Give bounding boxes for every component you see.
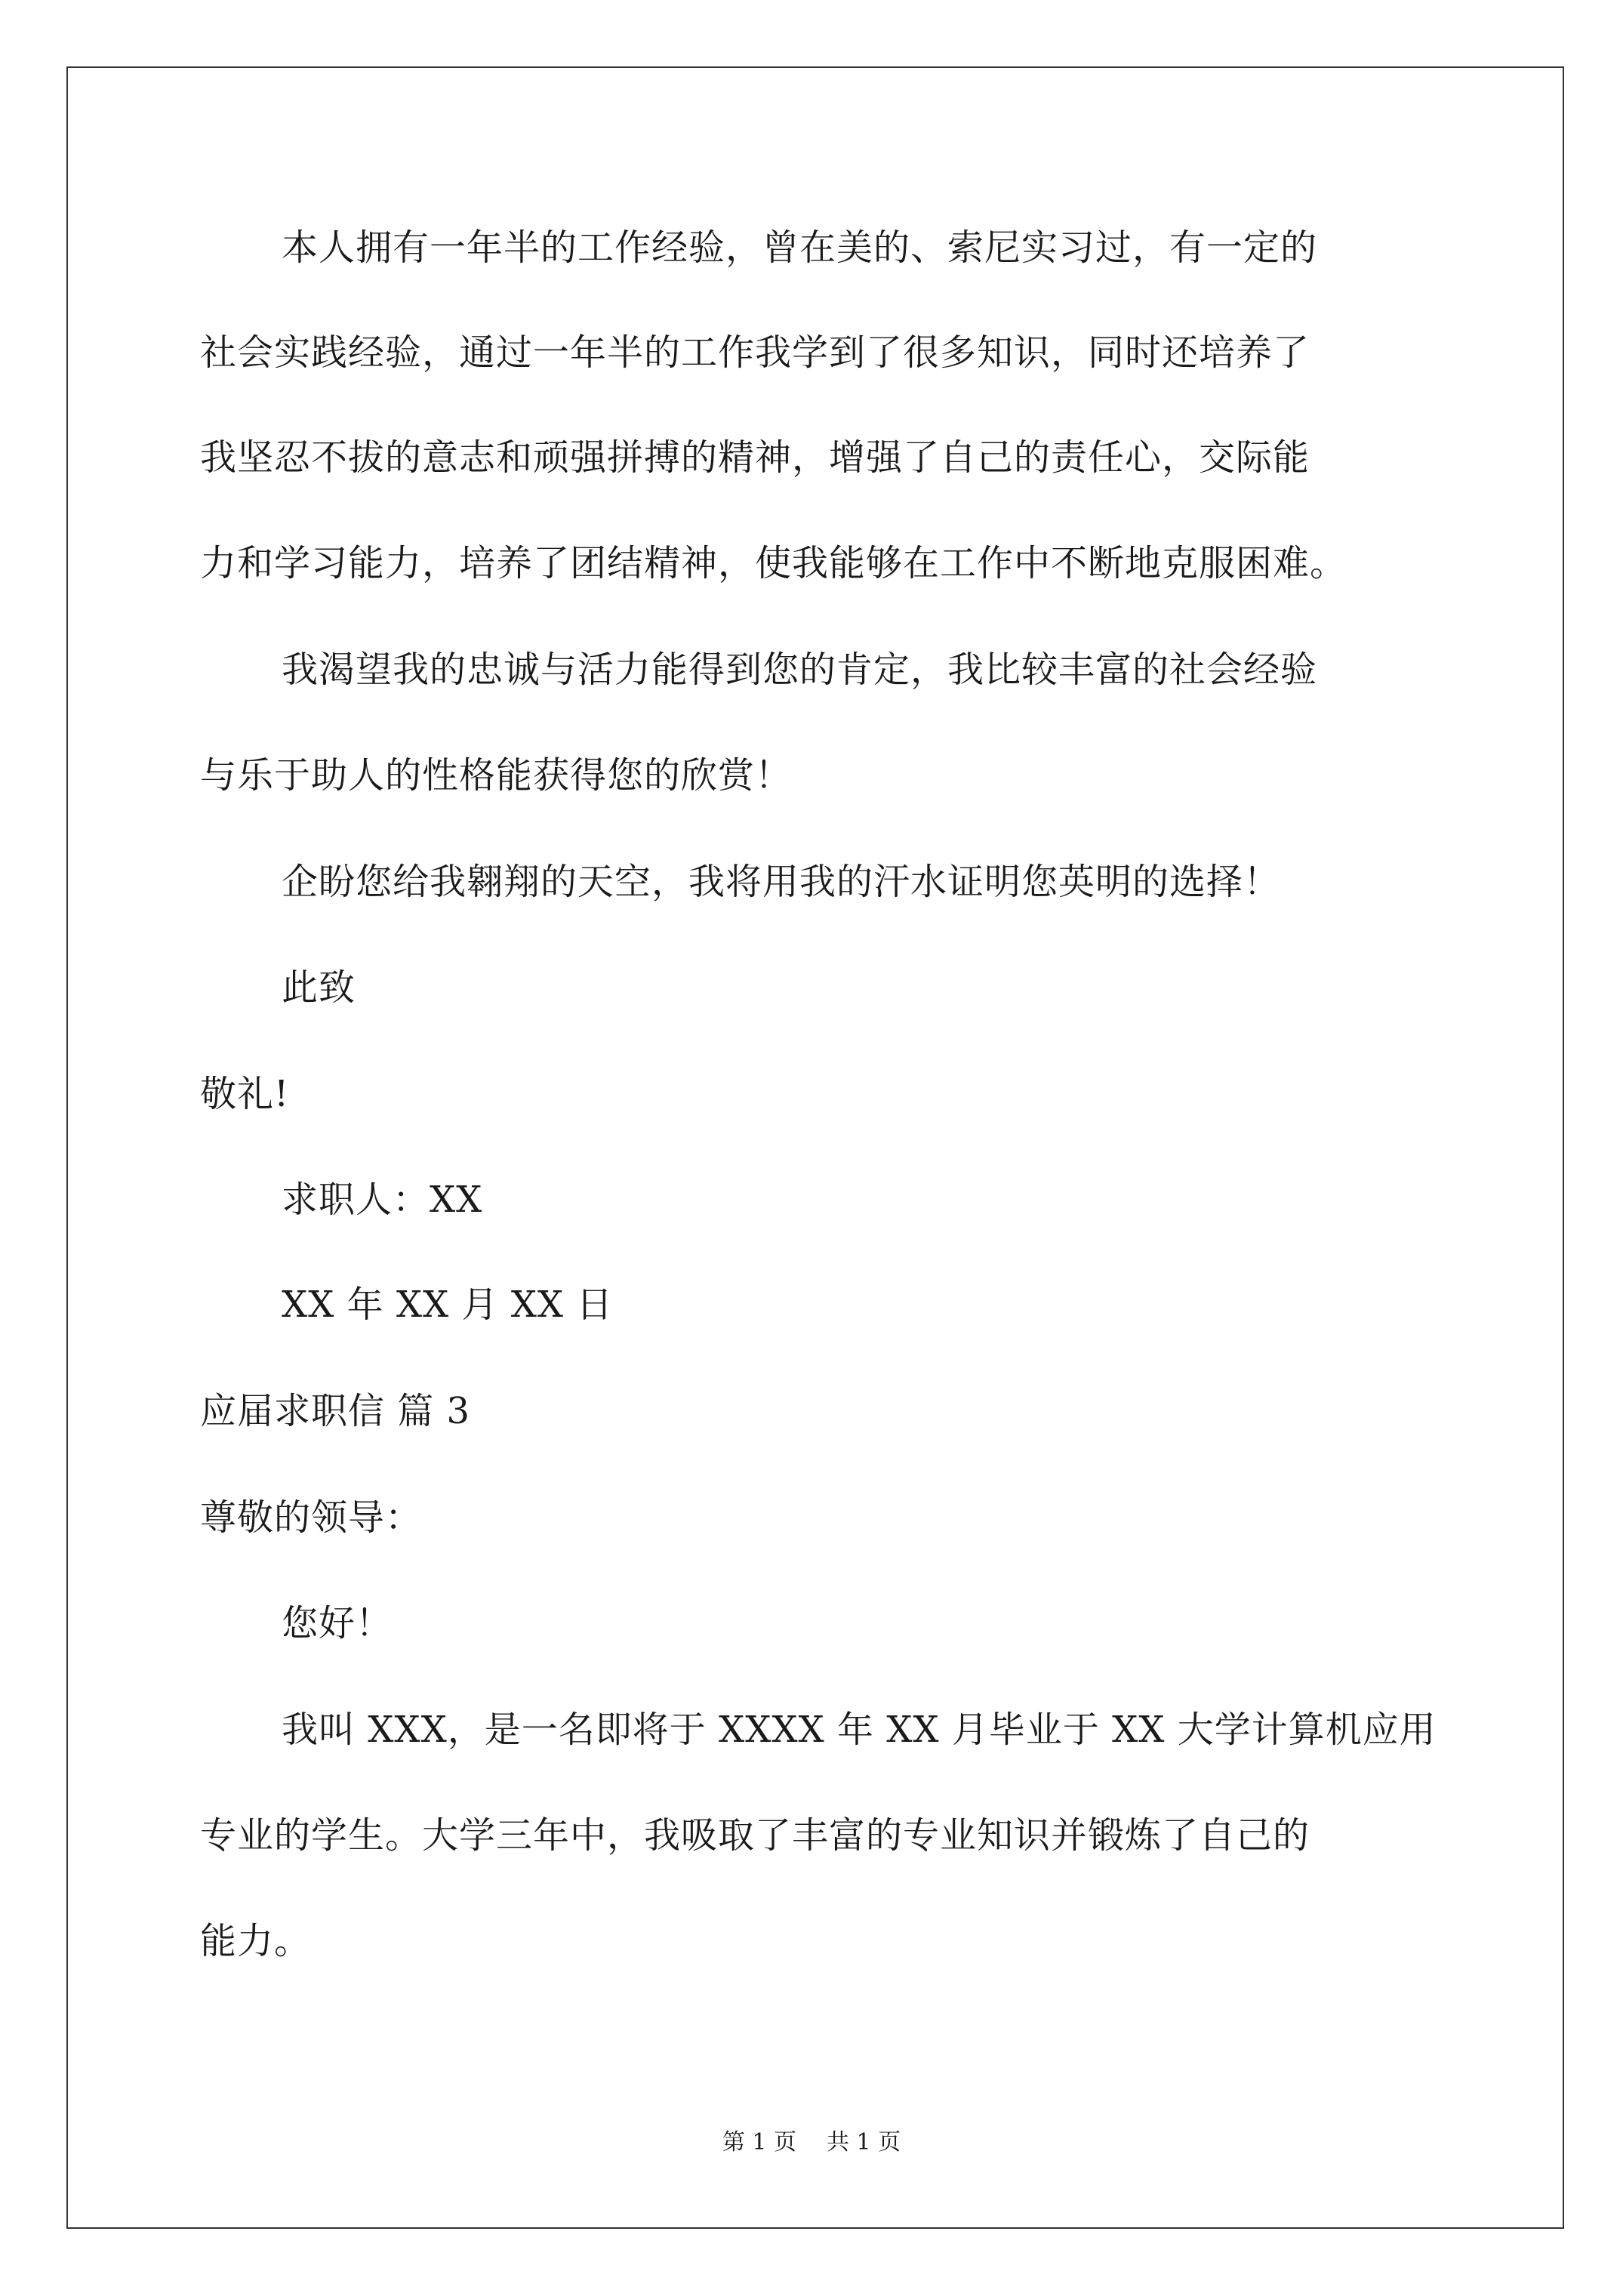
- paragraph-line: 我叫 XXX，是一名即将于 XXXX 年 XX 月毕业于 XX 大学计算机应用: [282, 1709, 1437, 1751]
- paragraph-line: 能力。: [200, 1920, 312, 1962]
- paragraph-line: 力和学习能力，培养了团结精神，使我能够在工作中不断地克服困难。: [200, 542, 1347, 584]
- paragraph-line: 专业的学生。大学三年中，我吸取了丰富的专业知识并锻炼了自己的: [200, 1814, 1310, 1857]
- page-border: [66, 66, 1564, 2229]
- page-footer: [0, 2128, 1623, 2158]
- paragraph-line: 社会实践经验，通过一年半的工作我学到了很多知识，同时还培养了: [200, 331, 1310, 374]
- paragraph-line: 本人拥有一年半的工作经验，曾在美的、索尼实习过，有一定的: [282, 227, 1318, 269]
- greeting: 您好！: [282, 1602, 393, 1644]
- letter-date: XX 年 XX 月 XX 日: [282, 1284, 614, 1326]
- salutation: 尊敬的领导：: [200, 1496, 423, 1539]
- paragraph-line: 企盼您给我翱翔的天空，我将用我的汗水证明您英明的选择！: [282, 861, 1281, 903]
- page-total: 共 1 页: [827, 2129, 901, 2156]
- applicant-signature: 求职人：XX: [282, 1179, 483, 1221]
- section-heading: 应届求职信 篇 3: [200, 1390, 471, 1432]
- paragraph-line: 我渴望我的忠诚与活力能得到您的肯定，我比较丰富的社会经验: [282, 649, 1318, 691]
- paragraph-line: 我坚忍不拔的意志和顽强拼搏的精神，增强了自己的责任心，交际能: [200, 436, 1310, 479]
- closing-salutation: 此致: [282, 966, 356, 1009]
- paragraph-line: 与乐于助人的性格能获得您的欣赏！: [200, 754, 793, 797]
- closing-regards: 敬礼!: [200, 1073, 290, 1115]
- page-number: 第 1 页: [722, 2129, 796, 2156]
